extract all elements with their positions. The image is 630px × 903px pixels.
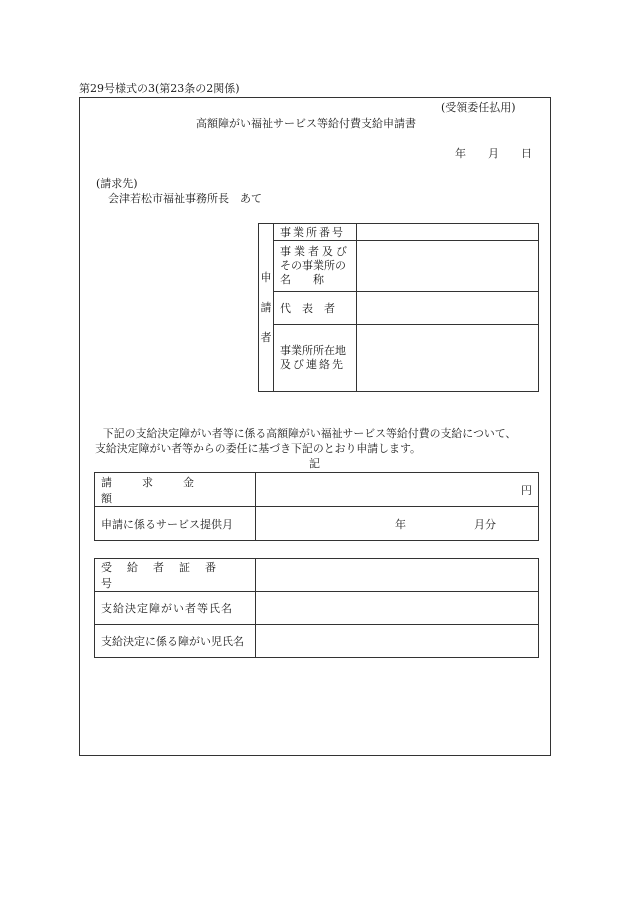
business-name-label: 事業者及び その事業所の 名 称 <box>274 241 357 292</box>
statement-line-1: 下記の支給決定障がい者等に係る高額障がい福祉サービス等給付費の支給について、 <box>92 427 517 440</box>
representative-label: 代 表 者 <box>274 292 357 325</box>
addressee-label: (請求先) <box>96 177 138 190</box>
statement-line-2: 支給決定障がい者等からの委任に基づき下記のとおり申請します。 <box>95 442 421 455</box>
disabled-child-name-label: 支給決定に係る障がい児氏名 <box>95 625 256 658</box>
claim-table <box>94 472 539 541</box>
certificate-number-field[interactable] <box>256 559 539 592</box>
ki-label: 記 <box>309 457 320 470</box>
side-char-2: 請 <box>260 300 272 314</box>
form-title: 高額障がい福祉サービス等給付費支給申請書 <box>196 117 416 130</box>
side-char-1: 申 <box>260 270 272 284</box>
service-month-unit: 月分 <box>474 518 496 531</box>
business-name-field[interactable] <box>357 241 539 292</box>
date-month: 月 <box>488 147 499 160</box>
disabled-child-name-field[interactable] <box>256 625 539 658</box>
recipient-table <box>94 558 539 658</box>
disabled-person-name-field[interactable] <box>256 592 539 625</box>
service-month-field[interactable] <box>256 507 539 541</box>
address-contact-label: 事業所所在地 及び連絡先 <box>274 325 357 392</box>
form-number: 第29号様式の3(第23条の2関係) <box>79 82 240 95</box>
office-number-label: 事業所番号 <box>274 224 357 241</box>
service-year-unit: 年 <box>395 518 406 531</box>
claim-amount-label: 請求金額 <box>95 473 256 507</box>
proxy-note: (受領委任払用) <box>441 101 516 114</box>
date-day: 日 <box>521 147 532 160</box>
service-month-label: 申請に係るサービス提供月 <box>95 507 256 541</box>
date-year: 年 <box>455 147 466 160</box>
side-char-3: 者 <box>260 330 272 344</box>
certificate-number-label: 受給者証番号 <box>95 559 256 592</box>
representative-field[interactable] <box>357 292 539 325</box>
office-number-field[interactable] <box>357 224 539 241</box>
address-contact-field[interactable] <box>357 325 539 392</box>
disabled-person-name-label: 支給決定障がい者等氏名 <box>95 592 256 625</box>
yen-unit: 円 <box>521 483 532 497</box>
applicant-side-label <box>259 224 274 392</box>
applicant-table <box>258 223 539 392</box>
claim-amount-field[interactable] <box>256 473 539 507</box>
addressee-name: 会津若松市福祉事務所長 あて <box>108 192 262 205</box>
